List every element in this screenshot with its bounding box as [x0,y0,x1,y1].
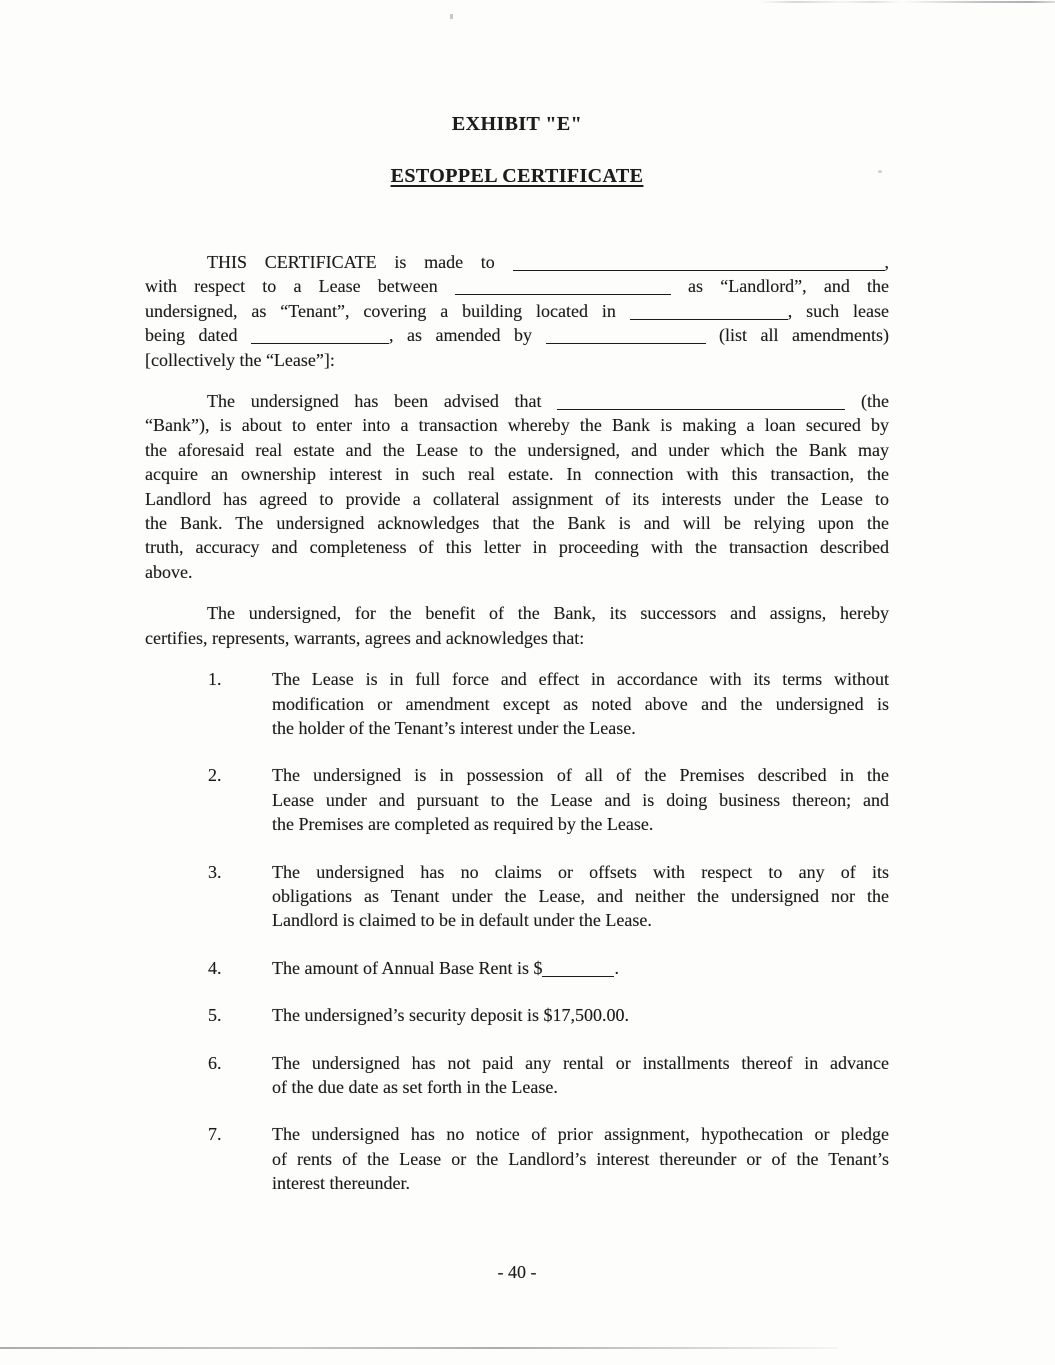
text-line: Landlord is claimed to be in default under the Lease. [272,910,652,931]
blank-underline [557,393,845,410]
text-line: the Premises are completed as required by the Lease. [272,814,654,835]
page-number: - 40 - [497,1262,537,1282]
blank-underline [542,960,614,977]
text-line: interest thereunder. [272,1173,410,1194]
text-line: the holder of the Tenant’s interest under the Lease. [272,717,636,738]
list-item [145,1051,889,1100]
text-line: obligations as Tenant under the Lease, and neither the undersigned nor the [272,885,889,906]
text-line: of the due date as set forth in the Lease. [272,1076,558,1097]
list-item-text [272,956,889,980]
text-line: the Bank. The undersigned acknowledges that the Bank is and will be relying upon the [145,513,889,534]
text-line: Lease under and pursuant to the Lease and is doing business thereon; and [272,789,889,810]
text-line: The undersigned has no claims or offsets with respect to any of its [272,861,889,882]
paragraph [145,389,889,584]
blank-underline [546,327,706,344]
blank-underline [455,278,671,295]
list-item-number: 4. [208,957,222,978]
text-line: of rents of the Lease or the Landlord’s interest thereunder or of the Tenant’s [272,1148,889,1169]
list-item-number: 2. [208,765,222,786]
list-item-text [272,1003,889,1027]
scan-artifact-bottom-line [0,1347,838,1349]
scan-speck [450,14,453,19]
text-line: The amount of Annual Base Rent is $ . [272,957,619,978]
document-title: ESTOPPEL CERTIFICATE [390,165,644,187]
paragraph [145,601,889,650]
list-item [145,1122,889,1195]
document-body [145,250,889,1196]
text-line: The undersigned has been advised that (the [207,391,889,412]
blank-underline [630,303,788,320]
text-line: The undersigned, for the benefit of the Bank, its successors and assigns, hereby [207,603,889,624]
list-item [145,1003,889,1027]
exhibit-title: EXHIBIT "E" [451,113,583,135]
document-content [145,112,889,1196]
list-item-number: 5. [208,1005,222,1026]
list-item-text [272,667,889,740]
scan-artifact-top-line [760,1,1055,3]
text-line: THIS CERTIFICATE is made to , [207,252,889,272]
text-line: The undersigned is in possession of all of the Premises described in the [272,765,889,786]
text-line: acquire an ownership interest in such real estate. In connection with this transaction, the [145,464,889,485]
paragraph [145,250,889,372]
list-item [145,763,889,836]
text-line: [collectively the “Lease”]: [145,349,335,370]
text-line: The undersigned has no notice of prior assignment, hypothecation or pledge [272,1124,889,1145]
list-item-number: 1. [208,669,222,690]
text-line: Landlord has agreed to provide a collateral assignment of its interests under the Lease to [145,488,889,509]
list-item-text [272,1051,889,1100]
list-item-text [272,860,889,933]
text-line: The undersigned has not paid any rental or installments thereof in advance [272,1052,889,1073]
text-line: with respect to a Lease between as “Landlord”, and the [145,276,889,297]
list-item [145,667,889,740]
blank-underline [513,254,885,271]
list-item [145,860,889,933]
list-item-text [272,763,889,836]
text-line: “Bank”), is about to enter into a transaction whereby the Bank is making a loan secured by [145,415,889,436]
list-item-text [272,1122,889,1195]
blank-underline [251,327,389,344]
text-line: the aforesaid real estate and the Lease to the undersigned, and under which the Bank may [145,439,889,460]
text-line: modification or amendment except as noted above and the undersigned is [272,693,889,714]
list-item [145,956,889,980]
text-line: above. [145,561,193,582]
text-line: The undersigned’s security deposit is $17,500.00. [272,1005,629,1026]
text-line: undersigned, as “Tenant”, covering a building located in , such lease [145,300,890,321]
text-line: truth, accuracy and completeness of this letter in proceeding with the transaction described [145,537,889,558]
list-item-number: 7. [208,1124,222,1145]
text-line: The Lease is in full force and effect in accordance with its terms without [272,669,889,690]
list-item-number: 3. [208,861,222,882]
text-line: certifies, represents, warrants, agrees and acknowledges that: [145,627,585,648]
text-line: being dated , as amended by (list all amendments) [145,325,889,346]
list-item-number: 6. [208,1052,222,1073]
